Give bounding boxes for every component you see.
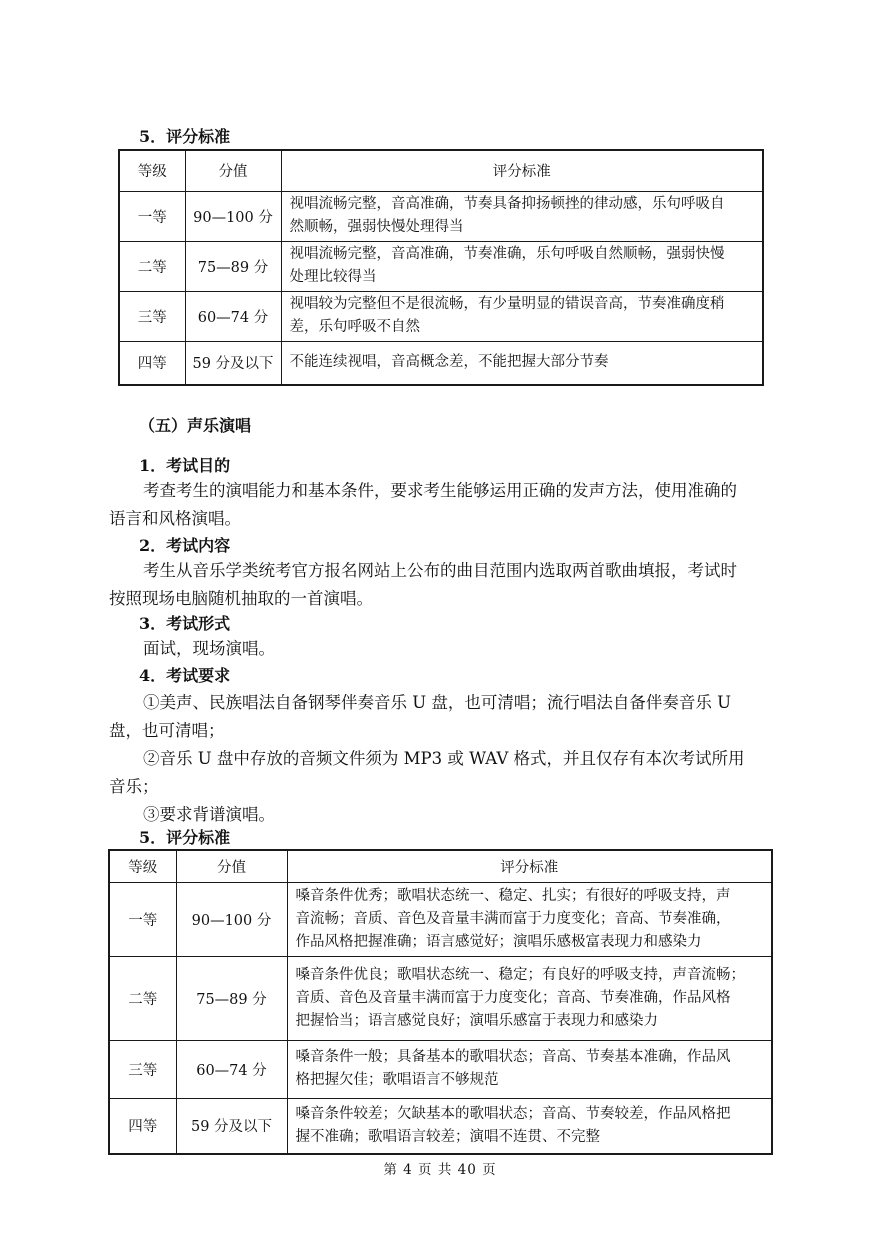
header-score: 分值 xyxy=(185,150,281,191)
table-row xyxy=(119,291,763,341)
header-criteria: 评分标准 xyxy=(287,850,772,882)
cell-criteria: 嗓音条件一般；具备基本的歌唱状态；音高、节奏基本准确，作品风 格把握欠佳；歌唱语言不够规范 xyxy=(287,1040,772,1098)
cell-grade: 一等 xyxy=(109,882,176,956)
cell-score: 90—100 分 xyxy=(176,882,287,956)
cell-grade: 三等 xyxy=(119,291,185,341)
table-row xyxy=(109,956,772,1040)
cell-criteria: 嗓音条件优良；歌唱状态统一、稳定；有良好的呼吸支持，声音流畅； 音质、音色及音量丰满而富于力度变化；音高、节奏准确，作品风格 把握恰当；语言感觉良好；演唱乐感富于表现力和感染力 xyxy=(287,956,772,1040)
cell-criteria: 嗓音条件较差；欠缺基本的歌唱状态；音高、节奏较差，作品风格把 握不准确；歌唱语言较差；演唱不连贯、不完整 xyxy=(287,1098,772,1154)
cell-grade: 一等 xyxy=(119,191,185,241)
score-table-vocal xyxy=(108,849,773,1155)
paragraph-line: ②音乐 U 盘中存放的音频文件须为 MP3 或 WAV 格式，并且仅存有本次考试所用 xyxy=(143,749,745,768)
table-row xyxy=(119,241,763,291)
paragraph-line: 语言和风格演唱。 xyxy=(109,509,241,528)
table-row xyxy=(109,1098,772,1154)
cell-grade: 四等 xyxy=(109,1098,176,1154)
score-table-sight-singing xyxy=(118,149,764,386)
paragraph-line: 按照现场电脑随机抽取的一首演唱。 xyxy=(109,589,373,608)
cell-criteria: 不能连续视唱，音高概念差，不能把握大部分节奏 xyxy=(281,341,763,385)
paragraph-line: 盘，也可清唱； xyxy=(109,721,225,740)
paragraph-line: 音乐； xyxy=(109,777,159,796)
table-header-row xyxy=(119,150,763,191)
cell-score: 75—89 分 xyxy=(185,241,281,291)
cell-grade: 四等 xyxy=(119,341,185,385)
header-grade: 等级 xyxy=(119,150,185,191)
cell-score: 75—89 分 xyxy=(176,956,287,1040)
section-title-vocal-performance: （五）声乐演唱 xyxy=(139,416,252,435)
table-row xyxy=(119,191,763,241)
cell-score: 60—74 分 xyxy=(185,291,281,341)
heading-exam-form: 3．考试形式 xyxy=(139,614,231,633)
cell-grade: 二等 xyxy=(109,956,176,1040)
paragraph-line: 考生从音乐学类统考官方报名网站上公布的曲目范围内选取两首歌曲填报，考试时 xyxy=(143,561,737,580)
table-header-row xyxy=(109,850,772,882)
cell-criteria: 嗓音条件优秀；歌唱状态统一、稳定、扎实；有很好的呼吸支持，声 音流畅；音质、音色及音量丰满而富于力度变化；音高、节奏准确， 作品风格把握准确；语言感觉好；演唱乐感极富表现力和感染力 xyxy=(287,882,772,956)
heading-exam-purpose: 1．考试目的 xyxy=(139,456,231,475)
paragraph-line: ③要求背谱演唱。 xyxy=(143,805,275,824)
cell-score: 90—100 分 xyxy=(185,191,281,241)
paragraph-line: 面试，现场演唱。 xyxy=(143,639,275,658)
heading-exam-requirements: 4．考试要求 xyxy=(139,666,231,685)
cell-grade: 三等 xyxy=(109,1040,176,1098)
cell-criteria: 视唱流畅完整，音高准确，节奏具备抑扬顿挫的律动感，乐句呼吸自 然顺畅，强弱快慢处理得当 xyxy=(281,191,763,241)
table-row xyxy=(109,882,772,956)
page-footer: 第 4 页 共 40 页 xyxy=(383,1162,497,1178)
section-heading-score-standard-1: 5．评分标准 xyxy=(139,127,231,146)
cell-score: 59 分及以下 xyxy=(185,341,281,385)
cell-grade: 二等 xyxy=(119,241,185,291)
cell-score: 60—74 分 xyxy=(176,1040,287,1098)
header-grade: 等级 xyxy=(109,850,176,882)
paragraph-line: 考查考生的演唱能力和基本条件，要求考生能够运用正确的发声方法，使用准确的 xyxy=(143,481,737,500)
header-score: 分值 xyxy=(176,850,287,882)
heading-exam-content: 2．考试内容 xyxy=(139,536,231,555)
cell-criteria: 视唱较为完整但不是很流畅，有少量明显的错误音高，节奏准确度稍 差，乐句呼吸不自然 xyxy=(281,291,763,341)
table-row xyxy=(109,1040,772,1098)
section-heading-score-standard-2: 5．评分标准 xyxy=(139,828,231,847)
cell-criteria: 视唱流畅完整，音高准确，节奏准确，乐句呼吸自然顺畅，强弱快慢 处理比较得当 xyxy=(281,241,763,291)
header-criteria: 评分标准 xyxy=(281,150,763,191)
paragraph-line: ①美声、民族唱法自备钢琴伴奏音乐 U 盘，也可清唱；流行唱法自备伴奏音乐 U xyxy=(143,693,732,712)
cell-score: 59 分及以下 xyxy=(176,1098,287,1154)
table-row xyxy=(119,341,763,385)
